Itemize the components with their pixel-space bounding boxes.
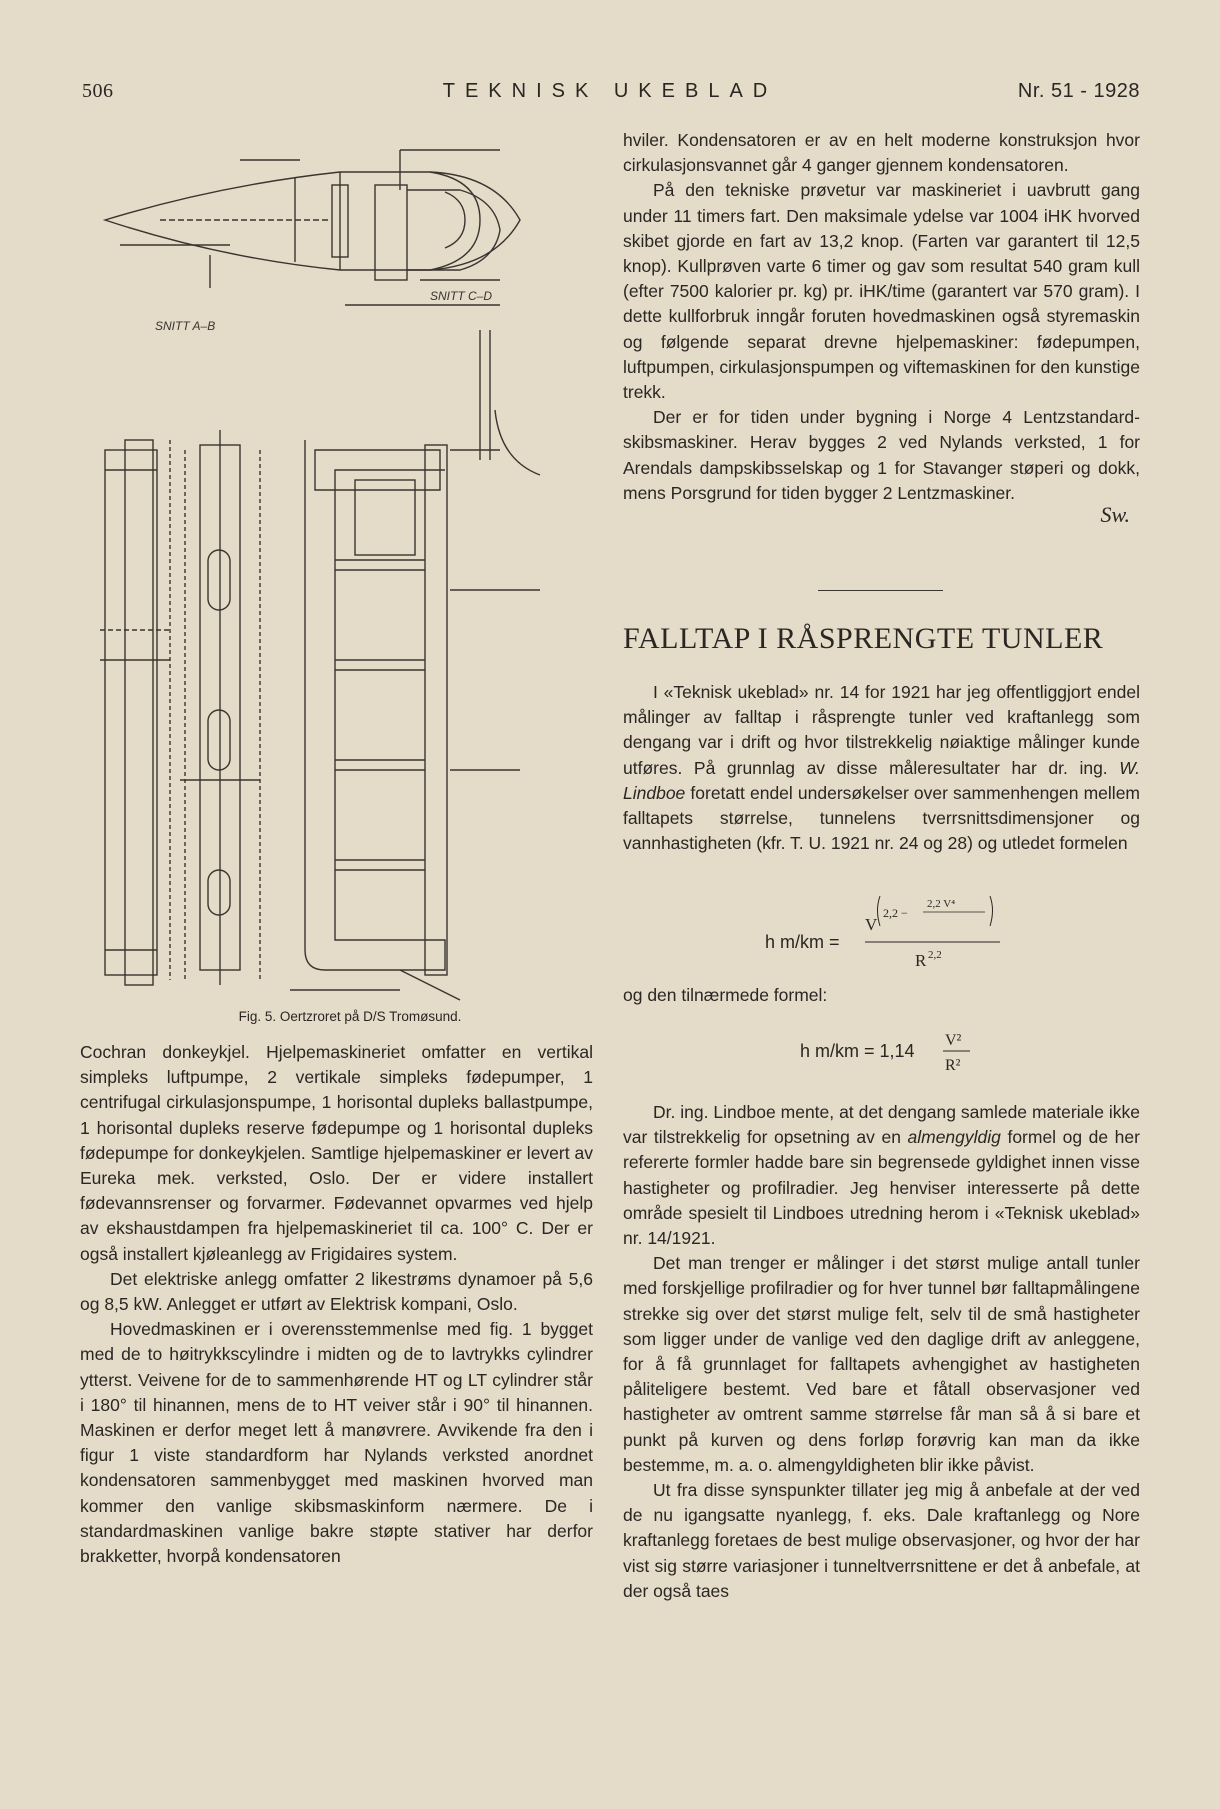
- article-p1-text: I «Teknisk ukeblad» nr. 14 for 1921 har jeg offentliggjort endel målinger av falltap i råsprengte tunler ved kraftanlegg som dengang var i drift og hvor tilstrekkelig nøiaktige målinger kunde utføres. På grunnlag av disse måleresultater har dr. ing.: [623, 682, 1140, 778]
- article-p2b-text: formel og de her refererte formler hadde bare sin begrensede gyldighet innen visse hastigheter og profilradier. Jeg henviser interesserte på dette område spesielt til Lindboes utredning herom i «Teknisk ukeblad» nr. 14/1921.: [623, 1127, 1140, 1249]
- article-title: FALLTAP I RÅSPRENGTE TUNLER: [623, 622, 1104, 655]
- article-paragraph-2: [623, 1100, 1140, 1251]
- left-paragraph-2: Det elektriske anlegg omfatter 2 likestrøms dynamoer på 5,6 og 8,5 kW. Anlegget er utført av Elektrisk kompani, Oslo.: [80, 1268, 593, 1315]
- label-snitt-ab: SNITT A–B: [155, 319, 216, 333]
- journal-title: TEKNISK UKEBLAD: [442, 80, 778, 102]
- article-paragraph-3: Det man trenger er målinger i det størst mulige antall tunler med forskjellige profilradier og for hver tunnel bør falltapmålingene strekke sig over det størst mulige felt, selv til de små hastigheter som ligger under de vanlige ved den daglige drift av anleggene, for å få grunnlaget for falltapets avhengighet av hastigheten påliteligere bestemt. Ved bare et fåtall observasjoner ved hastigheter av omtrent samme størrelse får man så å si bare et punkt på kurven og dens forløp forøvrig kan man da ikke bestemme, m. a. o. almengyldigheten blir ikke påvist.: [623, 1253, 1140, 1475]
- article-p2a-text: Dr. ing. Lindboe mente, at det dengang samlede materiale ikke var tilstrekkelig for opsetning av en: [623, 1102, 1140, 1148]
- left-paragraph-1: Cochran donkeykjel. Hjelpemaskineriet omfatter en vertikal simpleks luftpumpe, 2 vertikale simpleks fødepumper, 1 centrifugal cirkulasjonspumpe, 1 horisontal dupleks ballastpumpe, 1 horisontal dupleks reserve fødepumpe og 1 horisontal dupleks fødepumpe for donkeykjelen. Samtlige hjelpemaskiner er levert av Eureka mek. verksted, Oslo. Der er videre installert fødevannsrenser og forvarmer. Fødevannet opvarmes ved hjelp av ekshaustdampen fra hjelpemaskineriet til ca. 100° C. Der er også installert kjøleanlegg av Frigidaires system.: [80, 1042, 593, 1264]
- formula-2: [800, 1020, 1000, 1080]
- formula2-lhs: h m/km = 1,14: [800, 1041, 915, 1061]
- page-number: 506: [82, 80, 114, 102]
- emphasis-almengyldig: almengyldig: [907, 1127, 1001, 1148]
- right-paragraph-2: På den tekniske prøvetur var maskineriet i uavbrutt gang under 11 timers fart. Den maksimale ydelse var 1004 iHK hvorved skibet gjorde en fart av 13,2 knop. (Farten var garantert til 12,5 knop). Kullprøven varte 6 timer og gav som resultat 540 gram kull (efter 7500 kalorier pr. kg) pr. iHK/time (garantert var 570 gram). I dette kullforbruk inngår foruten hovedmaskinen også styremaskin og følgende separat drevne hjelpemaskiner: fødepumpen, luftpumpen, cirkulasjonspumpen og viftemaskinen for den kunstige trekk.: [623, 180, 1140, 403]
- left-paragraph-3: Hovedmaskinen er i overensstemmenlse med fig. 1 bygget med de to høitrykkscylindre i midten og de to lavtrykks cylindrer ytterst. Veivene for de to sammenhørende HT og LT cylindrer står i 180° til hinannen, mens de to HT veiver står i 90° til hinannen. Maskinen er derfor meget lett å manøvrere. Avvikende fra den i figur 1 viste standardform har Nylands verksted anordnet kondensatoren sammenbygget med maskinen hvorved man kommer den vanlige skibsmaskinform nærmere. De i standardmaskinen vanlige bakre støpte stativer har derfor brakketter, hvorpå kondensatoren: [80, 1319, 593, 1567]
- left-column: [80, 1040, 593, 1569]
- formula1-base: V: [865, 915, 878, 934]
- right-paragraph-3: Der er for tiden under bygning i Norge 4 Lentzstandard-skibsmaskiner. Herav bygges 2 ved Nylands verksted, 1 for Arendals dampskibsselskap og 1 for Stavanger støperi og dokk, mens Porsgrund for tiden bygger 2 Lentzmaskiner.: [623, 407, 1140, 503]
- formula2-den: R²: [945, 1057, 961, 1074]
- rudder-frame-right: [290, 440, 540, 1000]
- right-column-top: [623, 128, 1140, 527]
- label-snitt-cd: SNITT C–D: [430, 289, 493, 303]
- formula1-lhs: h m/km =: [765, 932, 840, 952]
- issue-number: Nr. 51 - 1928: [1017, 80, 1140, 102]
- formula-intro: og den tilnærmede formel:: [623, 985, 828, 1005]
- right-paragraph-1: hviler. Kondensatoren er av en helt moderne konstruksjon hvor cirkulasjonsvannet går 4 ganger gjennem kondensatoren.: [623, 130, 1140, 176]
- author-name: W. Lindboe: [623, 757, 1140, 803]
- formula1-exp-num: 2,2 V⁴: [927, 898, 956, 910]
- formula1-den-exp: 2,2: [928, 949, 942, 961]
- figure-caption: Fig. 5. Oertzroret på D/S Tromøsund.: [238, 1009, 462, 1024]
- formula-1: [765, 890, 1015, 970]
- technical-drawing: [100, 130, 600, 1010]
- formula1-exp-a: 2,2 −: [883, 906, 908, 920]
- article-intro: [623, 680, 1140, 856]
- rudder-elevation-middle: [180, 430, 260, 985]
- section-divider: [818, 590, 943, 591]
- formula2-num: V²: [945, 1032, 962, 1049]
- rudder-elevation-left: [100, 440, 170, 985]
- rudder-section-ab: [105, 150, 520, 288]
- article-paragraph-4: Ut fra disse synspunkter tillater jeg mig å anbefale at der ved de nu igangsatte nyanlegg, f. eks. Dale kraftanlegg og Nore kraftanlegg foretaes de best mulige observasjoner, og hvor der har vist sig større variasjoner i tunneltverrsnittene er det å anbefale, at der også taes: [623, 1480, 1140, 1601]
- article-paragraph-1: [623, 680, 1140, 856]
- formula1-den: R: [915, 951, 927, 970]
- article-p1b-text: foretatt endel undersøkelser over sammenhengen mellem falltapets størrelse, tunnelens tverrsnittsdimensjoner og vannhastigheten (kfr. T. U. 1921 nr. 24 og 28) og utledet formelen: [623, 782, 1140, 854]
- article-body: [623, 1100, 1140, 1604]
- signature: Sw.: [1100, 502, 1130, 528]
